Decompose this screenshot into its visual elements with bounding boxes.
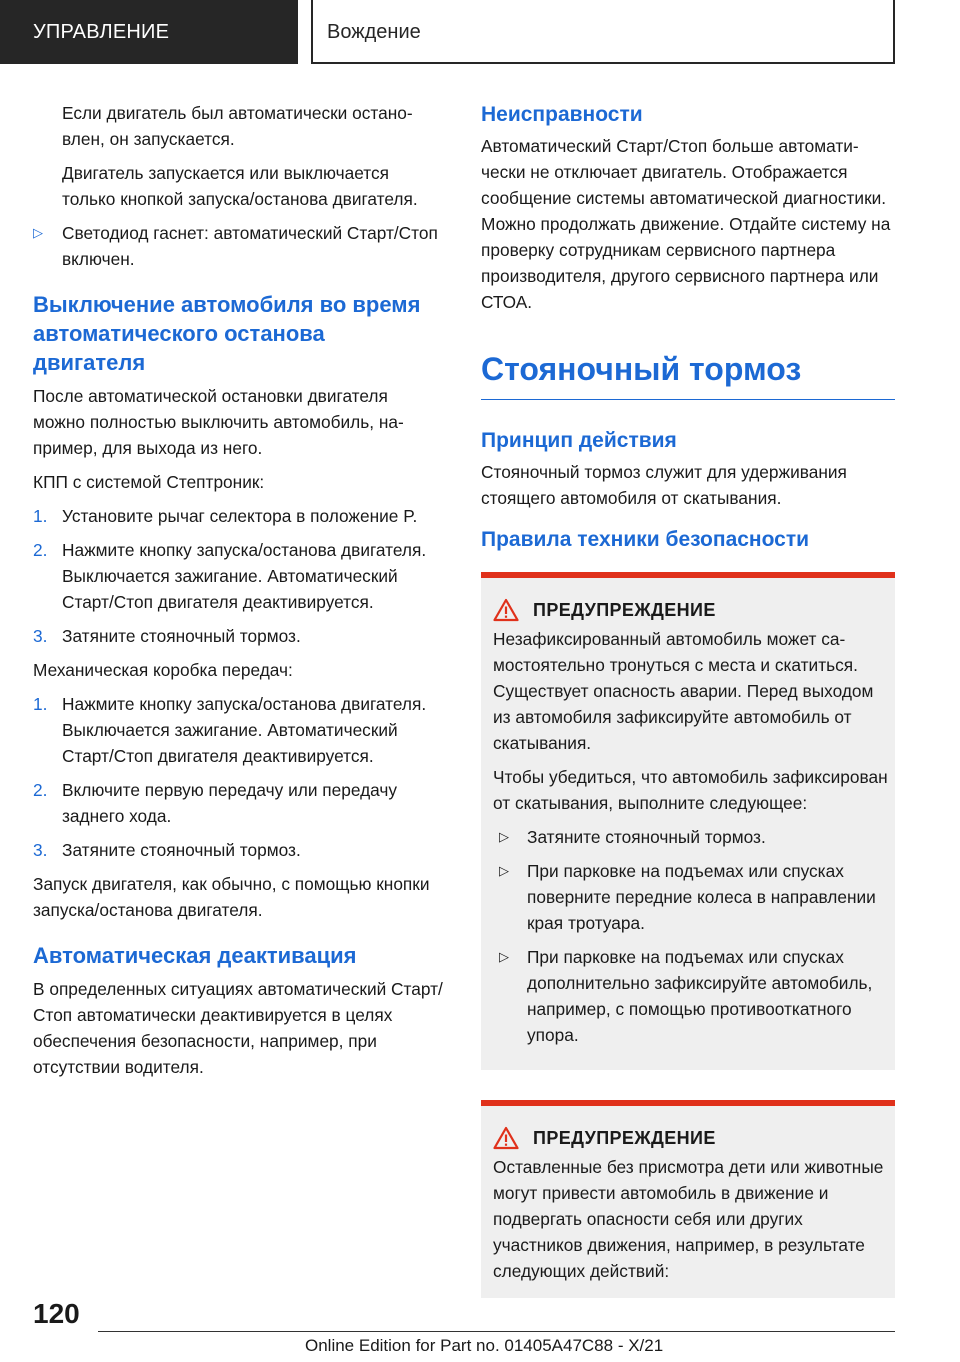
page-number: 120 — [33, 1298, 80, 1329]
intro-paragraph-1: Если двигатель был автоматически остановлен, он запускается. — [62, 103, 413, 149]
step-number: 1. — [33, 694, 48, 714]
warning-item-text: Затяните стояночный тормоз. — [527, 827, 766, 847]
warning-box-2 — [481, 1100, 895, 1298]
step-number: 3. — [33, 626, 48, 646]
triangle-bullet-icon: ▷ — [499, 829, 509, 844]
heading-safety: Правила техники безопасности — [481, 528, 810, 551]
warning-item-text: При парковке на подъемах или спусках дополнительно зафиксируйте автомобиль, например, с помощью противооткатного упора. — [527, 947, 873, 1045]
warning-box-1 — [481, 572, 895, 1070]
warning-title — [487, 598, 889, 622]
heading-faults: Неисправности — [481, 103, 643, 126]
step-number: 3. — [33, 840, 48, 860]
warning-text: Незафиксированный автомобиль может самостоятельно тронуться с места и скатиться. Существует опасность аварии. Перед выходом из автомобиля зафиксируйте автомобиль от скатывания. — [493, 629, 874, 753]
led-note — [33, 220, 443, 272]
list-item — [33, 623, 443, 649]
warning-title-text: ПРЕДУПРЕЖДЕНИЕ — [533, 1127, 716, 1148]
step-text: Затяните стояночный тормоз. — [62, 626, 301, 646]
restart-text: Запуск двигателя, как обычно, с помощью кнопки запуска/останова двигателя. — [33, 874, 430, 920]
chapter-tab: Вождение — [311, 0, 895, 64]
edition-text: Online Edition for Part no. 01405A47C88 - X/21 — [305, 1336, 664, 1355]
heading-principle: Принцип действия — [481, 429, 677, 452]
list-item — [487, 824, 889, 850]
list-item — [33, 837, 443, 863]
footer-divider — [98, 1331, 895, 1332]
led-note-text: Светодиод гаснет: автоматический Старт/Стоп включен. — [62, 223, 438, 269]
step-number: 1. — [33, 506, 48, 526]
warning-text: Чтобы убедиться, что автомобиль зафиксирован от скатывания, выполните следующее: — [493, 767, 888, 813]
manual-steps — [33, 691, 443, 863]
list-item — [487, 858, 889, 936]
step-number: 2. — [33, 540, 48, 560]
step-text: Нажмите кнопку запуска/останова двигателя. Выключается зажигание. Автоматический Старт/Стоп двигателя деактивируется. — [62, 694, 427, 766]
step-text: Нажмите кнопку запуска/останова двигателя. Выключается зажигание. Автоматический Старт/Стоп двигателя деактивируется. — [62, 540, 427, 612]
list-item — [33, 691, 443, 769]
heading-shutdown: Выключение автомобиля во время автоматического останова двигателя — [33, 292, 421, 375]
step-text: Установите рычаг селектора в положение P. — [62, 506, 418, 526]
intro-paragraph-2: Двигатель запускается или выключается только кнопкой запуска/останова двигателя. — [62, 163, 418, 209]
list-item — [33, 537, 443, 615]
auto-deactivation-text: В определенных ситуациях автоматический Старт/Стоп автоматически деактивируется в целях обеспечения безопасности, например, при отсутствии водителя. — [33, 979, 443, 1077]
step-number: 2. — [33, 780, 48, 800]
step-text: Затяните стояночный тормоз. — [62, 840, 301, 860]
warning-title — [487, 1126, 889, 1150]
shutdown-text: После автоматической остановки двигателя можно полностью выключить автомобиль, например, для выхода из него. — [33, 386, 404, 458]
list-item — [487, 944, 889, 1048]
heading-parking-brake: Стояночный тормоз — [481, 335, 895, 400]
triangle-bullet-icon: ▷ — [499, 863, 509, 878]
warning-triangle-icon — [493, 598, 519, 622]
triangle-bullet-icon: ▷ — [33, 225, 43, 240]
steptronic-steps — [33, 503, 443, 649]
faults-text: Автоматический Старт/Стоп больше автоматически не отключает двигатель. Отображается сообщение системы автоматической диагностики. Можно продолжать движение. Отдайте систему на проверку сотрудникам сервисного партнера производителя, другого сервисного партнера или СТОА. — [481, 136, 891, 312]
warning-text: Оставленные без присмотра дети или животные могут привести автомобиль в движение и подвергать опасности себя или других участников движения, например, в результате следующих действий: — [493, 1157, 884, 1281]
list-item — [33, 777, 443, 829]
step-text: Включите первую передачу или передачу заднего хода. — [62, 780, 398, 826]
warning-triangle-icon — [493, 1126, 519, 1150]
list-item — [33, 503, 443, 529]
principle-text: Стояночный тормоз служит для удерживания стоящего автомобиля от скатывания. — [481, 462, 847, 508]
right-column — [481, 100, 895, 1298]
heading-auto-deactivation: Автоматическая деактивация — [33, 943, 357, 968]
triangle-bullet-icon: ▷ — [499, 949, 509, 964]
section-tab: УПРАВЛЕНИЕ — [0, 0, 298, 64]
left-column — [33, 100, 443, 1088]
warning-item-text: При парковке на подъемах или спусках поверните передние колеса в направлении края тротуара. — [527, 861, 876, 933]
warning-title-text: ПРЕДУПРЕЖДЕНИЕ — [533, 599, 716, 620]
steptronic-label: КПП с системой Стептроник: — [33, 472, 265, 492]
manual-label: Механическая коробка передач: — [33, 660, 293, 680]
